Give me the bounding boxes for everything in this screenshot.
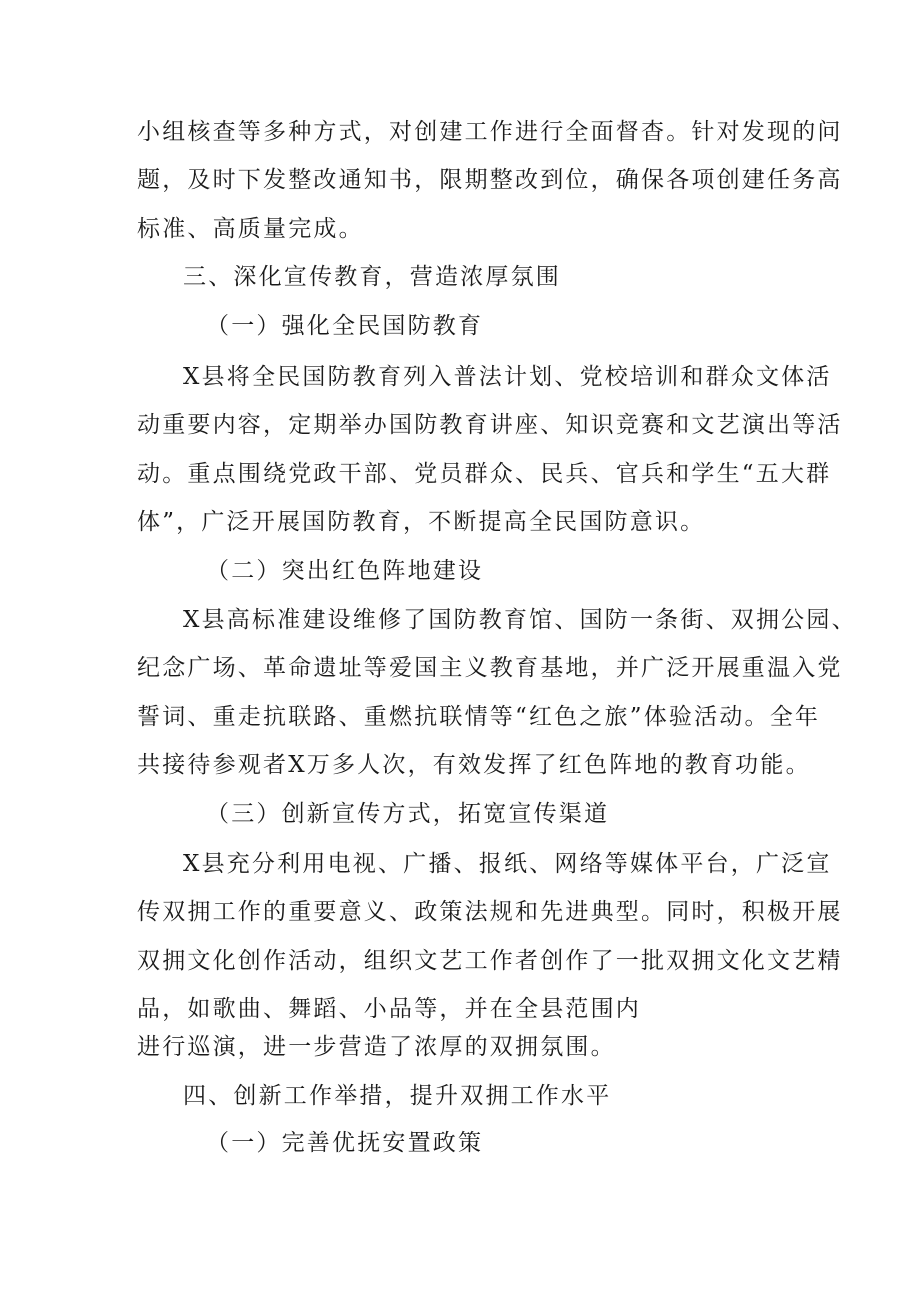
paragraph-line: 共接待参观者X万多人次，有效发挥了红色阵地的教育功能。 xyxy=(137,752,811,778)
paragraph-line: 动。重点围绕党政干部、党员群众、民兵、官兵和学生“五大群 xyxy=(137,461,832,487)
subsection-heading: （二）突出红色阵地建设 xyxy=(206,558,484,584)
subsection-heading: （三）创新宣传方式，拓宽宣传渠道 xyxy=(206,801,610,827)
paragraph-line: 品，如歌曲、舞蹈、小品等，并在全县范围内 xyxy=(137,996,641,1022)
paragraph-line: 题，及时下发整改通知书，限期整改到位，确保各项创建任务高 xyxy=(137,167,843,193)
paragraph-line: X县将全民国防教育列入普法计划、党校培训和群众文体活 xyxy=(183,364,832,390)
paragraph-line: 动重要内容，定期举办国防教育讲座、知识竞赛和文艺演出等活 xyxy=(137,412,843,438)
subsection-heading: （一）强化全民国防教育 xyxy=(206,313,484,339)
paragraph-line: 双拥文化创作活动，组织文艺工作者创作了一批双拥文化文艺精 xyxy=(137,948,843,974)
paragraph-line: 传双拥工作的重要意义、政策法规和先进典型。同时，积极开展 xyxy=(137,899,843,925)
section-heading: 三、深化宣传教育，营造浓厚氛围 xyxy=(183,264,561,290)
section-heading: 四、创新工作举措，提升双拥工作水平 xyxy=(183,1083,612,1109)
paragraph-line: 体”，广泛开展国防教育，不断提高全民国防意识。 xyxy=(137,509,706,535)
subsection-heading: （一）完善优抚安置政策 xyxy=(206,1130,484,1156)
paragraph-line: 标准、高质量完成。 xyxy=(137,216,364,242)
paragraph-line: 纪念广场、革命遗址等爱国主义教育基地，并广泛开展重温入党 xyxy=(137,655,843,681)
paragraph-line: 小组核查等多种方式，对创建工作进行全面督杳。针对发现的问 xyxy=(137,119,843,145)
paragraph-line: X县充分利用电视、广播、报纸、网络等媒体平台，广泛宣 xyxy=(183,851,832,877)
paragraph-line: X县高标准建设维修了国防教育馆、国防一条街、双拥公园、 xyxy=(183,607,857,633)
paragraph-line: 进行巡演，进一步营造了浓厚的双拥氛围。 xyxy=(137,1034,616,1060)
paragraph-line: 誓词、重走抗联路、重燃抗联情等“红色之旅”体验活动。全年 xyxy=(137,704,821,730)
